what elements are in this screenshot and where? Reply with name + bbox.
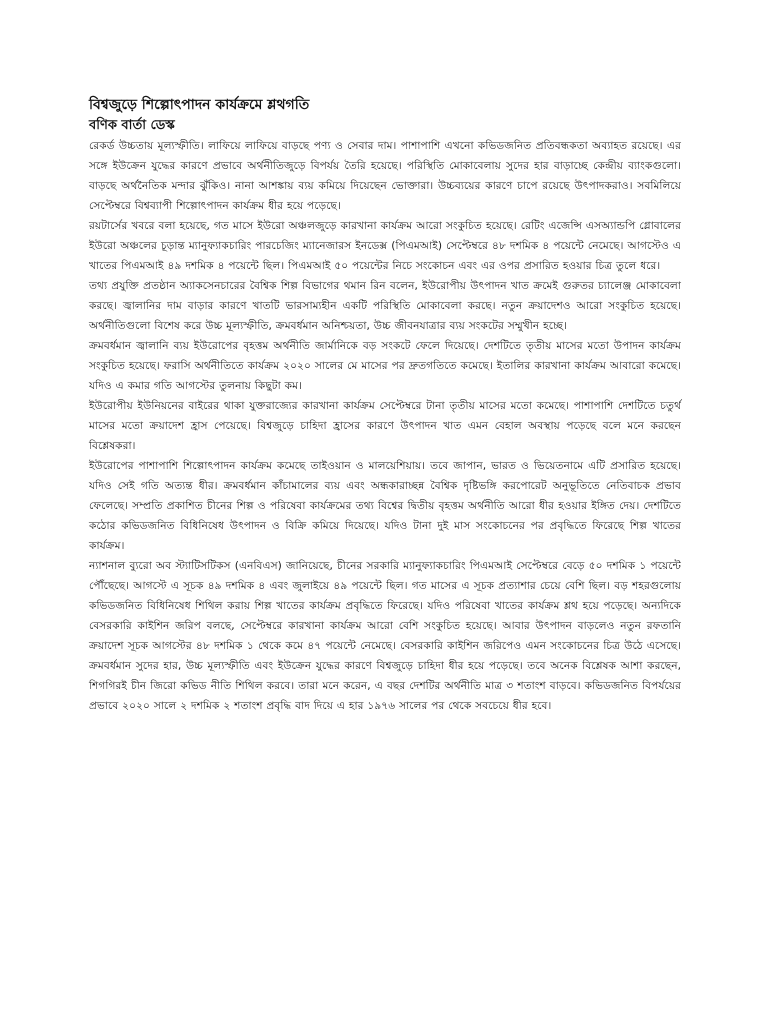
- article-paragraph: ইউরোপীয় ইউনিয়নের বাইরের থাকা যুক্তরাজ্যের কারখানা কার্যক্রম সেপ্টেম্বরে টানা তৃতীয় মাসের মতো কমেছে। পাশাপাশি দেশটিতে চতুর্থ মাসের মতো ক্রয়াদেশ হ্রাস পেয়েছে। বিশ্বজুড়ে চাহিদা হ্রাসের কারণে উৎপাদন খাত এমন বেহাল অবস্থায় পড়েছে বলে মনে করছেন বিশ্লেষকরা।: [89, 399, 681, 452]
- article-body: [89, 136, 681, 716]
- article-paragraph: রেকর্ড উচ্চতায় মূল্যস্ফীতি। লাফিয়ে লাফিয়ে বাড়ছে পণ্য ও সেবার দাম। পাশাপাশি এখনো কভিডজনিত প্রতিবন্ধকতা অব্যাহত রয়েছে। এর সঙ্গে ইউক্রেন যুদ্ধের কারণে প্রভাবে অর্থনীতিজুড়ে বিপর্যয় তৈরি হয়েছে। পরিস্থিতি মোকাবেলায় সুদের হার বাড়াচ্ছে কেন্দ্রীয় ব্যাংকগুলো। বাড়ছে অর্থনৈতিক মন্দার ঝুঁকিও। নানা আশঙ্কায় ব্যয় কমিয়ে দিয়েছেন ভোক্তারা। উচ্চব্যয়ের কারণে চাপে রয়েছে উৎপাদকরাও। সবমিলিয়ে সেপ্টেম্বরে বিশ্বব্যাপী শিল্পোৎপাদন কার্যক্রম ধীর হয়ে পড়েছে।: [89, 139, 681, 212]
- article-byline: বণিক বার্তা ডেস্ক: [89, 118, 175, 133]
- article-paragraph: ক্রমবর্ধমান জ্বালানি ব্যয় ইউরোপের বৃহত্তম অর্থনীতি জার্মানিকে বড় সংকটে ফেলে দিয়েছে। দেশটিতে তৃতীয় মাসের মতো উপাদন কার্যক্রম সংকুচিত হয়েছে। ফরাসি অর্থনীতিতে কার্যক্রম ২০২০ সালের মে মাসের পর দ্রুতগতিতে কমেছে। ইতালির কারখানা কার্যক্রম আবারো কমেছে। যদিও এ কমার গতি আগস্টের তুলনায় কিছুটা কম।: [89, 339, 681, 392]
- article-paragraph: রয়টার্সের খবরে বলা হয়েছে, গত মাসে ইউরো অঞ্চলজুড়ে কারখানা কার্যক্রম আরো সংকুচিত হয়েছে। রেটিং এজেন্সি এসঅ্যান্ডপি গ্লোবালের ইউরো অঞ্চলের চূড়ান্ত ম্যানুফ্যাকচারিং পারচেজিং ম্যানেজারস ইনডেক্স (পিএমআই) সেপ্টেম্বরে ৪৮ দশমিক ৪ পয়েন্টে নেমেছে। আগস্টেও এ খাতের পিএমআই ৪৯ দশমিক ৪ পয়েন্টে ছিল। পিএমআই ৫০ পয়েন্টের নিচে সংকোচন এবং এর ওপর প্রসারিত হওয়ার চিত্র তুলে ধরে।: [89, 219, 681, 272]
- document-page: [89, 94, 681, 716]
- article-paragraph: ন্যাশনাল ব্যুরো অব স্ট্যাটিসটিকস (এনবিএস) জানিয়েছে, চীনের সরকারি ম্যানুফ্যাকচারিং পিএমআই সেপ্টেম্বরে বেড়ে ৫০ দশমিক ১ পয়েন্টে পৌঁছেছে। আগস্টে এ সূচক ৪৯ দশমিক ৪ এবং জুলাইয়ে ৪৯ পয়েন্টে ছিল। গত মাসের এ সূচক প্রত্যাশার চেয়ে বেশি ছিল। বড় শহরগুলোয় কভিডজনিত বিধিনিষেধ শিথিল করায় শিল্প খাতের কার্যক্রম প্রবৃদ্ধিতে ফিরেছে। যদিও পরিষেবা খাতের কার্যক্রম শ্লথ হয়ে পড়েছে। অন্যদিকে বেসরকারি কাইশিন জরিপ বলছে, সেপ্টেম্বরে কারখানা কার্যক্রম আরো বেশি সংকুচিত হয়েছে। আবার উৎপাদন বাড়লেও নতুন রফতানি ক্রয়াদেশ সূচক আগস্টের ৪৮ দশমিক ১ থেকে কমে ৪৭ পয়েন্টে নেমেছে। বেসরকারি কাইশিন জরিপেও এমন সংকোচনের চিত্র উঠে এসেছে। ক্রমবর্ধমান সুদের হার, উচ্চ মূল্যস্ফীতি এবং ইউক্রেন যুদ্ধের কারণে বিশ্বজুড়ে চাহিদা ধীর হয়ে পড়েছে। তবে অনেক বিশ্লেষক আশা করছেন, শিগগিরই চীন জিরো কভিড নীতি শিথিল করবে। তারা মনে করেন, এ বছর দেশটির অর্থনীতি মাত্র ৩ শতাংশ বাড়বে। কভিডজনিত বিপর্যয়ের প্রভাবে ২০২০ সালে ২ দশমিক ২ শতাংশ প্রবৃদ্ধি বাদ দিয়ে এ হার ১৯৭৬ সালের পর থেকে সবচেয়ে ধীর হবে।: [89, 559, 681, 712]
- article-headline: বিশ্বজুড়ে শিল্পোৎপাদন কার্যক্রমে শ্লথগতি: [89, 97, 310, 113]
- article-paragraph: তথ্য প্রযুক্তি প্রতষ্ঠান অ্যাকসেনচারের বৈশ্বিক শিল্প বিভাগের থমান রিন বলেন, ইউরোপীয় উৎপাদন খাত ক্রমেই গুরুতর চ্যালেঞ্জ মোকাবেলা করছে। জ্বালানির দাম বাড়ার কারণে খাতটি ভারসাম্যহীন একটি পরিস্থিতি মোকাবেলা করছে। নতুন ক্রয়াদেশও আরো সংকুচিত হয়েছে। অর্থনীতিগুলো বিশেষ করে উচ্চ মূল্যস্ফীতি, ক্রমবর্ধমান অনিশ্চয়তা, উচ্চ জীবনযাত্রার ব্যয় সংকটের সম্মুখীন হচ্ছে।: [89, 279, 681, 332]
- article-paragraph: ইউরোপের পাশাপাশি শিল্পোৎপাদন কার্যক্রম কমেছে তাইওয়ান ও মালয়েশিয়ায়। তবে জাপান, ভারত ও ভিয়েতনামে এটি প্রসারিত হয়েছে। যদিও সেই গতি অত্যন্ত ধীর। ক্রমবর্ধমান কাঁচামালের ব্যয় এবং অন্ধকারাচ্ছন্ন বৈশ্বিক দৃষ্টিভঙ্গি করপোরেট অনুভূতিতে নেতিবাচক প্রভাব ফেলেছে। সম্প্রতি প্রকাশিত চীনের শিল্প ও পরিষেবা কার্যক্রমের তথ্য বিশ্বের দ্বিতীয় বৃহত্তম অর্থনীতি আরো ধীর হওয়ার ইঙ্গিত দেয়। দেশটিতে কঠোর কভিডজনিত বিধিনিষেধ উৎপাদন ও বিক্রি কমিয়ে দিয়েছে। যদিও টানা দুই মাস সংকোচনের পর প্রবৃদ্ধিতে ফিরেছে শিল্প খাতের কার্যক্রম।: [89, 459, 681, 552]
